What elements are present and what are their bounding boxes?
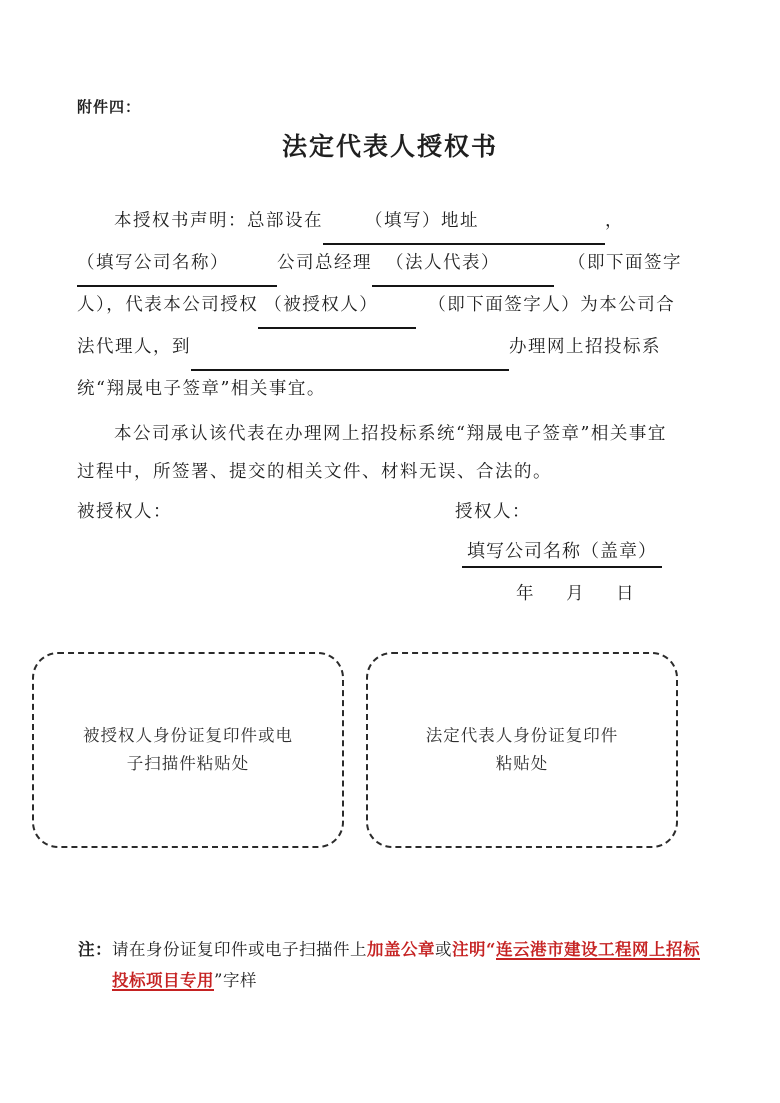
paragraph-line-2 [77, 242, 722, 284]
date-year-label: 年 [516, 584, 534, 604]
signature-row [0, 498, 780, 528]
fill-blank-company-name-text: （填写公司名称） [77, 253, 229, 273]
fill-blank-grantee-text: （被授权人） [264, 295, 379, 315]
line-1-comma: ， [605, 211, 624, 231]
note-or-text: 或 [435, 940, 452, 959]
legal-rep-id-paste-box [366, 652, 678, 848]
company-seal-blank: 填写公司名称（盖章） [462, 537, 662, 568]
legal-rep-id-paste-box-text [426, 722, 619, 778]
fill-blank-destination [191, 326, 509, 368]
fill-blank-grantee [258, 284, 416, 326]
acknowledgement-paragraph [77, 415, 722, 491]
acknowledgement-line-1 [77, 415, 722, 453]
page-title: 法定代表人授权书 [281, 132, 498, 161]
agent-note-text: （即下面签字人）为本公司合 [428, 295, 676, 315]
note-stamp-seal-text: 加盖公章 [367, 940, 435, 959]
general-manager-text: 公司总经理 [277, 253, 372, 273]
grantee-id-paste-line-1: 被授权人身份证复印件或电 [83, 726, 293, 745]
date-month-label: 月 [566, 584, 584, 604]
authorized-person-label: 被授权人： [77, 502, 172, 522]
legal-rep-id-paste-line-1: 法定代表人身份证复印件 [425, 726, 619, 745]
acknowledgement-text-1: 本公司承认该代表在办理网上招投标系统“翔晟电子签章”相关事宜 [114, 424, 667, 444]
attachment-label: 附件四： [77, 98, 142, 116]
note-open-quote: “ [486, 940, 496, 959]
signer-note-text: （即下面签字 [568, 253, 682, 273]
fill-blank-company-name [77, 242, 277, 284]
note-close-quote: ” [214, 971, 223, 990]
legal-agent-text: 法代理人，到 [77, 337, 191, 357]
note-project-name-part-2: 投标项目专用 [112, 971, 214, 990]
acknowledgement-line-2 [77, 453, 722, 491]
authorize-text: 人），代表本公司授权 [77, 295, 259, 315]
bidding-system-text: 办理网上招投标系 [509, 337, 661, 357]
note-label: 注： [78, 940, 112, 959]
authorizer-label: 授权人： [455, 502, 531, 522]
paragraph-line-1 [77, 200, 722, 242]
date-line [516, 580, 634, 605]
fill-blank-legal-representative [372, 242, 554, 284]
esignature-matters-text: 统“翔晟电子签章”相关事宜。 [77, 379, 326, 399]
statement-intro-text: 本授权书声明：总部设在 [114, 211, 323, 231]
note-project-name-part-1: 连云港市建设工程网上招标 [496, 940, 700, 959]
date-day-label: 日 [616, 584, 634, 604]
note-indicate-text: 注明 [452, 940, 486, 959]
paragraph-line-4 [77, 326, 722, 368]
note-wording-text: 字样 [222, 971, 257, 990]
note-text-1: 请在身份证复印件或电子扫描件上 [112, 940, 367, 959]
legal-rep-id-paste-line-2: 粘贴处 [495, 754, 549, 773]
authorization-statement-paragraph [77, 200, 722, 410]
paragraph-line-3 [77, 284, 722, 326]
acknowledgement-text-2: 过程中，所签署、提交的相关文件、材料无误、合法的。 [77, 462, 552, 482]
footer-note [78, 934, 743, 996]
grantee-id-paste-box [32, 652, 344, 848]
grantee-id-paste-box-text [83, 722, 293, 778]
fill-blank-address [323, 200, 605, 242]
fill-blank-legal-representative-text: （法人代表） [386, 253, 500, 273]
note-line-1 [112, 934, 743, 965]
grantee-id-paste-line-2: 子扫描件粘贴处 [126, 754, 250, 773]
paragraph-line-5 [77, 368, 722, 410]
note-line-2 [112, 965, 743, 996]
fill-blank-address-text: （填写）地址 [365, 211, 479, 231]
note-content [112, 934, 743, 996]
